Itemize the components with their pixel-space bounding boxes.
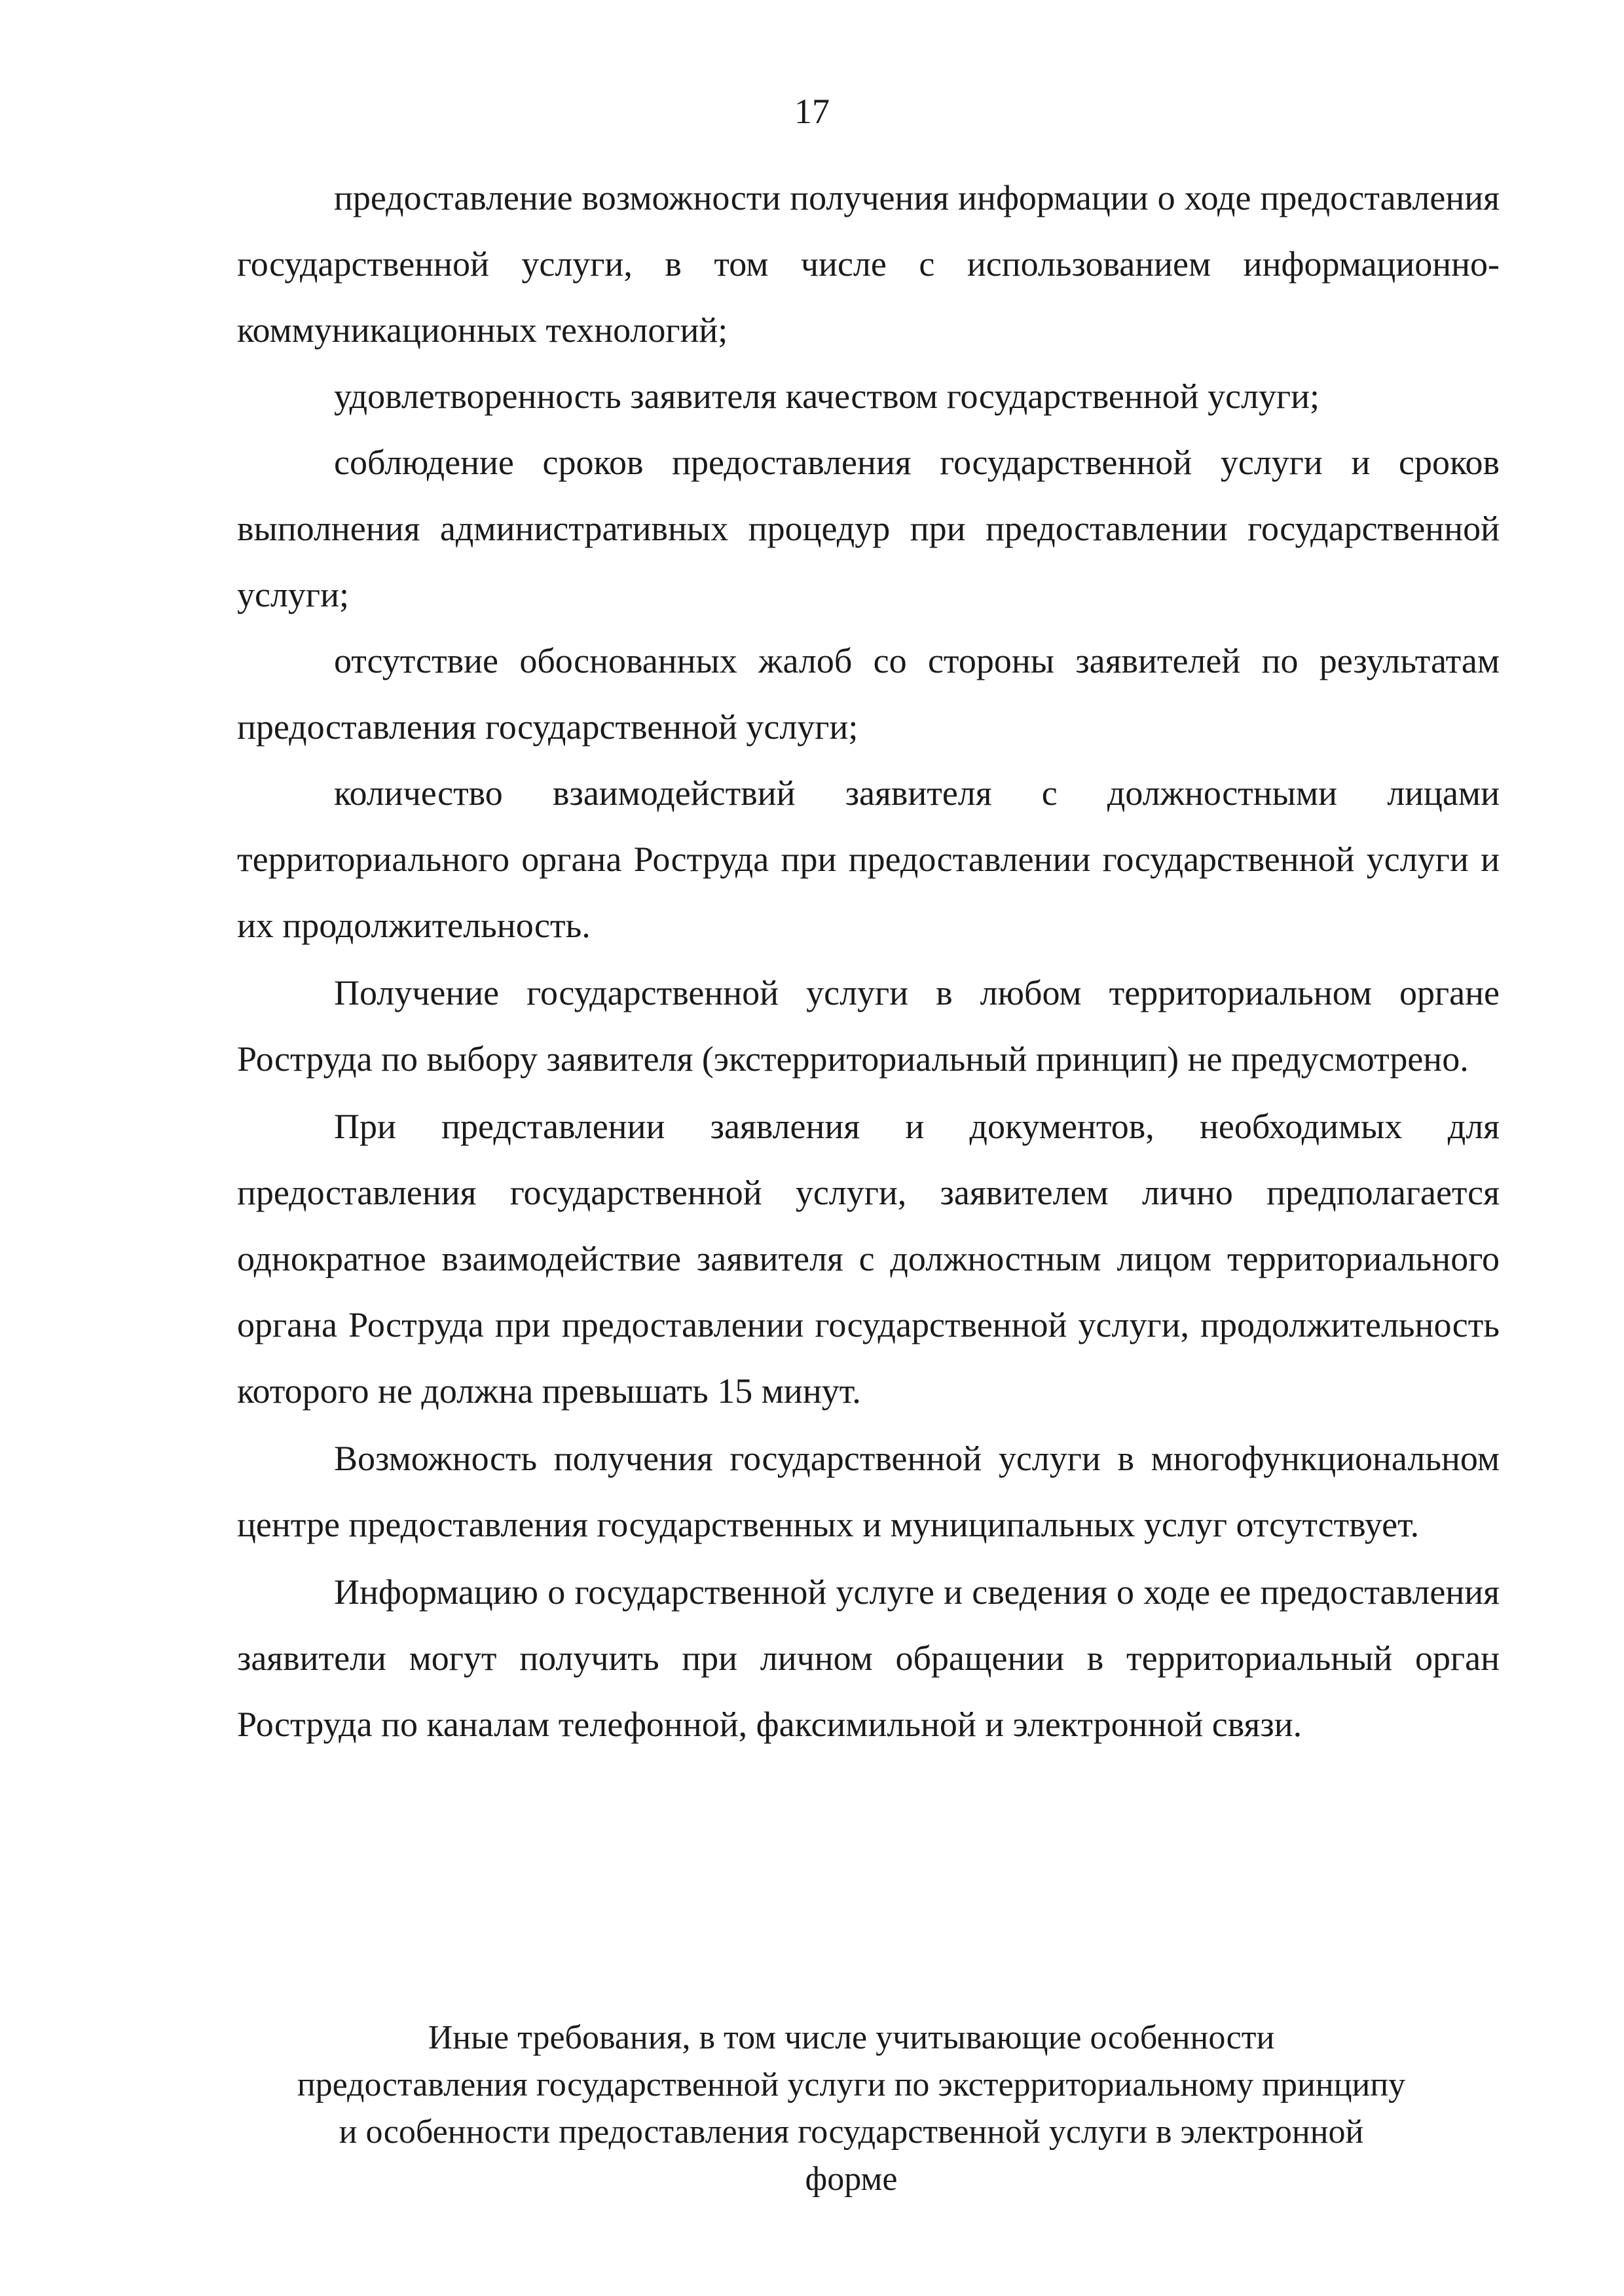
section-heading-line: и особенности предоставления государственной услуги в электронной xyxy=(339,2113,1364,2151)
page-number: 17 xyxy=(794,92,830,131)
paragraph-single-interaction: При представлении заявления и документов, необходимых для предоставления государственной услуги, заявителем лично предполагается однократное взаимодействие заявителя с должностным лицом территориального органа Роструда при предоставлении государственной услуги, продолжительность которого не должна превышать 15 минут. xyxy=(237,1107,1500,1411)
paragraph-deadlines: соблюдение сроков предоставления государственной услуги и сроков выполнения административных процедур при предоставлении государственной услуги; xyxy=(237,443,1500,614)
section-heading-line: форме xyxy=(805,2160,898,2198)
paragraph-mfc: Возможность получения государственной услуги в многофункциональном центре предоставления государственных и муниципальных услуг отсутствует. xyxy=(237,1439,1500,1544)
paragraph-info-progress: предоставление возможности получения информации о ходе предоставления государственной услуги, в том числе с использованием информационно-коммуникационных технологий; xyxy=(237,178,1500,350)
section-heading-line: предоставления государственной услуги по экстерриториальному принципу xyxy=(297,2066,1406,2103)
paragraph-extraterritorial: Получение государственной услуги в любом территориальном органе Роструда по выбору заявителя (экстерриториальный принцип) не предусмотрено. xyxy=(237,973,1500,1079)
paragraph-complaints: отсутствие обоснованных жалоб со стороны заявителей по результатам предоставления государственной услуги; xyxy=(237,641,1500,747)
section-heading xyxy=(223,2014,1480,2203)
body-text xyxy=(237,165,1500,1758)
paragraph-interactions: количество взаимодействий заявителя с должностными лицами территориального органа Роструда при предоставлении государственной услуги и их продолжительность. xyxy=(237,773,1500,945)
paragraph-satisfaction: удовлетворенность заявителя качеством государственной услуги; xyxy=(334,377,1320,416)
paragraph-information-channels: Информацию о государственной услуге и сведения о ходе ее предоставления заявители могут получить при личном обращении в территориальный орган Роструда по каналам телефонной, факсимильной и электронной связи. xyxy=(237,1572,1500,1744)
section-heading-line: Иные требования, в том числе учитывающие особенности xyxy=(428,2019,1275,2056)
